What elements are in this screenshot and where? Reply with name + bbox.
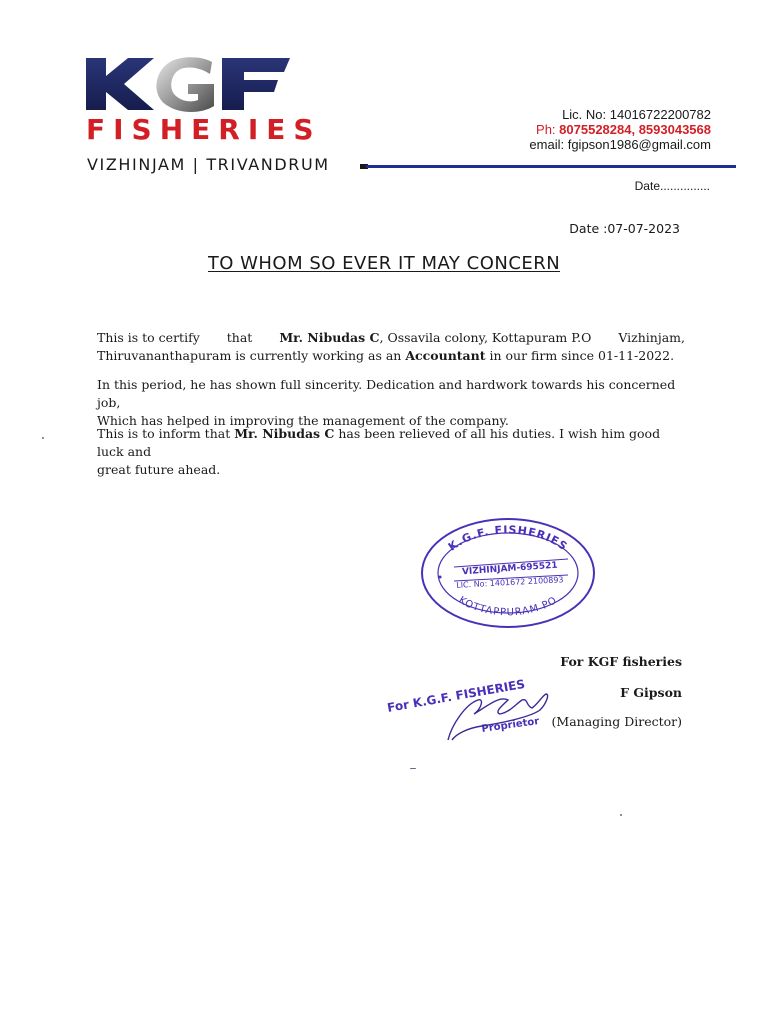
proprietor-stamp-icon — [382, 660, 572, 744]
paragraph-appraisal — [97, 376, 685, 430]
letter-subject — [0, 253, 768, 277]
company-location — [87, 155, 330, 174]
company-seal — [418, 515, 598, 637]
signatory-name: F Gipson — [620, 685, 682, 700]
p1-part-c: , Ossavila colony, Kottapuram P.O — [379, 330, 592, 345]
p3-line2: great future ahead. — [97, 462, 221, 477]
letterhead-rule — [366, 165, 736, 168]
employee-name-2: Mr. Nibudas C — [234, 426, 335, 441]
svg-text:K.G.F. FISHERIES: K.G.F. FISHERIES — [445, 523, 571, 554]
employee-role: Accountant — [405, 348, 486, 363]
p2-line2: Which has helped in improving the management of the company. — [97, 413, 509, 428]
signatory-title: (Managing Director) — [551, 714, 682, 729]
paragraph-certification — [97, 329, 685, 365]
for-company-label: For KGF fisheries — [560, 654, 682, 669]
svg-text:KOTTAPPURAM PO: KOTTAPPURAM PO — [456, 594, 560, 619]
svg-text:Proprietor: Proprietor — [480, 716, 540, 735]
svg-text:For K.G.F. FISHERIES: For K.G.F. FISHERIES — [386, 676, 526, 715]
p1-part-b: that — [226, 330, 253, 345]
p1-name-group — [279, 329, 591, 347]
svg-text:LIC. No: 1401672 2100893: LIC. No: 1401672 2100893 — [456, 575, 564, 590]
p2-line1: In this period, he has shown full sincerity. Dedication and hardwork towards his concerned job, — [97, 377, 676, 410]
p1-part-d: Vizhinjam, — [618, 330, 685, 345]
location-left: VIZHINJAM — [87, 155, 186, 174]
company-logo — [84, 54, 294, 120]
p3-part-b: has been relieved of all his duties. I wish him good luck and — [97, 426, 661, 459]
paragraph-relieving — [97, 425, 685, 479]
scan-speck — [410, 768, 416, 769]
phone-line — [536, 122, 711, 137]
license-line — [562, 107, 711, 122]
p3-part-a: This is to inform that — [97, 426, 231, 441]
scan-speck — [620, 814, 622, 816]
phone-numbers: 8075528284, 8593043568 — [559, 122, 711, 137]
email-line — [529, 137, 711, 152]
company-name: FISHERIES — [86, 113, 322, 146]
letter-date: Date :07-07-2023 — [569, 221, 680, 236]
location-divider: | — [192, 155, 200, 174]
scan-speck — [42, 437, 44, 439]
employee-name: Mr. Nibudas C — [279, 330, 380, 345]
location-right: TRIVANDRUM — [206, 155, 330, 174]
license-number: 14016722200782 — [609, 107, 711, 122]
email-address: fgipson1986@gmail.com — [567, 137, 711, 152]
proprietor-stamp — [382, 660, 572, 748]
p1-line2-b: in our firm since 01-11-2022. — [489, 348, 675, 363]
p1-part-a: This is to certify — [97, 330, 200, 345]
license-label: Lic. No: — [562, 107, 607, 122]
email-label: email: — [529, 137, 565, 152]
svg-text:VIZHINJAM-695521: VIZHINJAM-695521 — [461, 560, 559, 578]
phone-label: Ph: — [536, 122, 556, 137]
date-placeholder: Date............... — [634, 179, 710, 193]
company-seal-icon — [418, 515, 598, 633]
subject-text: TO WHOM SO EVER IT MAY CONCERN — [207, 253, 561, 272]
kgf-logo-icon — [84, 54, 294, 116]
p1-line2-a: Thiruvananthapuram is currently working as an — [97, 348, 402, 363]
